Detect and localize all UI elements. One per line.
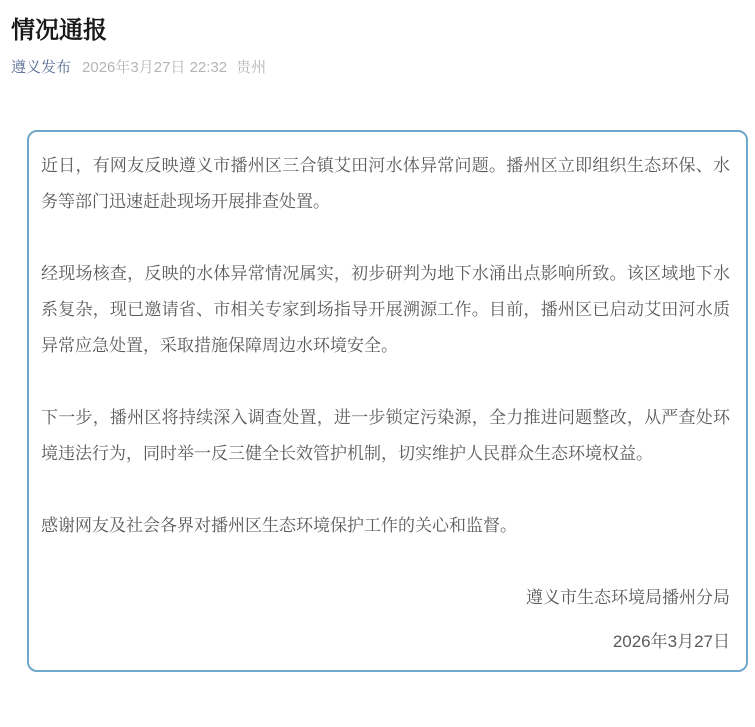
notice-date: 2026年3月27日	[612, 632, 730, 651]
notice-box	[27, 130, 748, 672]
publish-location: 贵州	[236, 59, 267, 76]
notice-paragraph-2: 经现场核查，反映的水体异常情况属实，初步研判为地下水涌出点影响所致。该区域地下水系复杂，现已邀请省、市相关专家到场指导开展溯源工作。目前，播州区已启动艾田河水质异常应急处置，采取措施保障周边水环境安全。	[41, 264, 730, 355]
notice-signature: 遵义市生态环境局播州分局	[526, 588, 730, 607]
notice-paragraph-4: 感谢网友及社会各界对播州区生态环境保护工作的关心和监督。	[41, 516, 517, 535]
article-meta	[11, 58, 755, 78]
notice-paragraph-3: 下一步，播州区将持续深入调查处置，进一步锁定污染源，全力推进问题整改，从严查处环境违法行为，同时举一反三健全长效管护机制，切实维护人民群众生态环境权益。	[41, 408, 730, 463]
account-name-link[interactable]: 遵义发布	[11, 59, 72, 76]
publish-datetime: 2026年3月27日 22:32	[82, 59, 228, 76]
article-title: 情况通报	[11, 17, 107, 44]
notice-paragraph-1: 近日，有网友反映遵义市播州区三合镇艾田河水体异常问题。播州区立即组织生态环保、水务等部门迅速赶赴现场开展排查处置。	[41, 156, 730, 211]
